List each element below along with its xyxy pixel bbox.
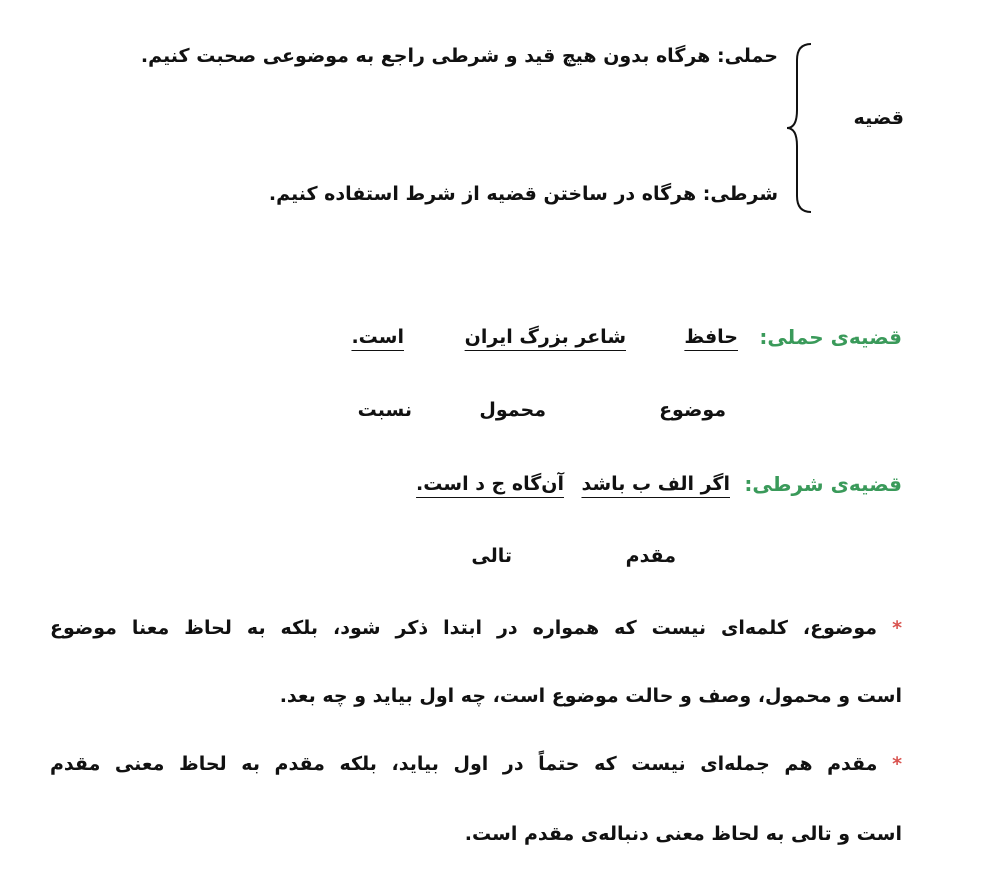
label-subject: موضوع: [659, 399, 726, 421]
note-marker-icon: *: [892, 617, 902, 639]
label-consequent: تالی: [471, 545, 512, 567]
branch-term: حملی: [724, 45, 778, 67]
predicative-heading: قضیه‌ی حملی:: [759, 325, 902, 349]
label-copula: نسبت: [357, 399, 412, 421]
note-1-line-1: * موضوع، کلمه‌ای نیست که همواره در ابتدا ذکر شود، بلکه به لحاظ معنا موضوع: [50, 617, 902, 639]
note-2-line-2: است و تالی به لحاظ معنی دنباله‌ی مقدم است.: [464, 823, 902, 845]
note-1-line-2: است و محمول، وصف و حالت موضوع است، چه اول بیاید و چه بعد.: [279, 685, 902, 707]
branch-term: شرطی: [710, 183, 778, 205]
branch-conditional: شرطی: هرگاه در ساختن قضیه از شرط استفاده کنیم.: [268, 183, 778, 205]
note-2-line-1: * مقدم هم جمله‌ای نیست که حتماً در اول بیاید، بلکه مقدم به لحاظ معنی مقدم: [50, 753, 902, 775]
predicative-copula: است.: [351, 326, 404, 348]
label-antecedent: مقدم: [625, 545, 676, 567]
branch-definition: هرگاه بدون هیچ قید و شرطی راجع به موضوعی صحبت کنیم.: [140, 45, 711, 67]
conditional-consequent: آن‌گاه ج د است.: [416, 473, 564, 495]
predicative-predicate: شاعر بزرگ ایران: [464, 326, 626, 348]
label-predicate: محمول: [479, 399, 546, 421]
predicative-subject: حافظ: [684, 326, 738, 348]
note-marker-icon: *: [892, 753, 902, 775]
brace-shape: [785, 40, 815, 216]
conditional-heading: قضیه‌ی شرطی:: [744, 472, 902, 496]
branch-definition: هرگاه در ساختن قضیه از شرط استفاده کنیم.: [268, 183, 697, 205]
conditional-antecedent: اگر الف ب باشد: [581, 473, 730, 495]
diagram-root-label: قضیه: [853, 107, 904, 129]
branch-predicative: حملی: هرگاه بدون هیچ قید و شرطی راجع به موضوعی صحبت کنیم.: [140, 45, 778, 67]
